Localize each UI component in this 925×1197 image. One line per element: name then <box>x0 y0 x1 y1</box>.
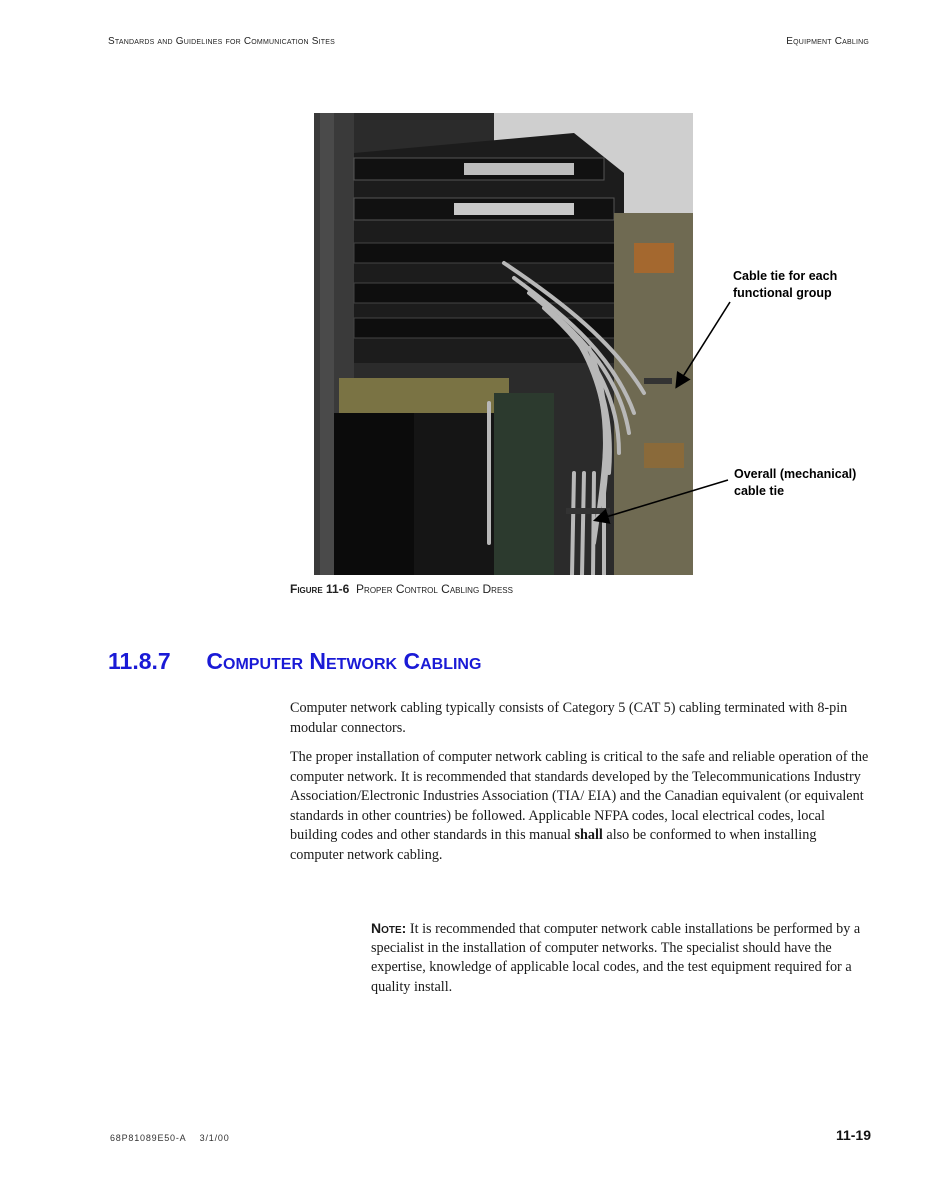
paragraph-2-bold: shall <box>574 827 603 844</box>
header-left <box>108 36 335 47</box>
section-number: 11.8.7 <box>108 648 171 674</box>
footer-doc-info <box>110 1133 230 1143</box>
header-left-text: Standards and Guidelines for Communication Sites <box>108 36 335 47</box>
paragraph-1: Computer network cabling typically consists of Category 5 (CAT 5) cabling terminated with 8-pin modular connectors. <box>290 700 848 736</box>
callout-1-line2: functional group <box>733 286 832 300</box>
figure-caption <box>290 582 513 596</box>
footer-doc-id: 68P81089E50-A <box>110 1133 187 1143</box>
callout-2-line1: Overall (mechanical) <box>734 467 857 481</box>
callout-cable-tie-group <box>733 268 883 302</box>
callout-2-line2: cable tie <box>734 484 785 498</box>
section-heading <box>108 648 481 675</box>
paragraph-2 <box>290 748 870 866</box>
paragraph-2-part-2: also be conformed to when installing computer network cabling. <box>290 827 817 863</box>
header-right-text: Equipment Cabling <box>786 36 869 47</box>
header-right <box>786 36 869 47</box>
section-title-text: Computer Network Cabling <box>206 648 482 674</box>
note-text: It is recommended that computer network cable installations be performed by a specialist in the installation of computer networks. The specialist should have the expertise, knowledge of applicable local codes, and the test equipment required for a quality install. <box>371 921 861 995</box>
note-block <box>371 919 861 997</box>
cabling-photo-illustration <box>314 113 693 575</box>
callout-1-line1: Cable tie for each <box>733 269 838 283</box>
figure-caption-text: Proper Control Cabling Dress <box>356 582 513 596</box>
paragraph-2-part-1: The proper installation of computer network cabling is critical to the safe and reliable operation of the computer network. It is recommended that standards developed by the Telecommunications Industry Association/Electronic Industries Association (TIA/ EIA) and the Canadian equivalent (or equivalent standards in other countries) be followed. Applicable NFPA codes, local electrical codes, local building codes and other standards in this manual <box>290 749 869 844</box>
note-label: Note: <box>371 920 407 936</box>
page-number: 11-19 <box>835 1127 871 1143</box>
figure-caption-label: Figure 11-6 <box>290 582 350 596</box>
figure-photo <box>314 113 693 575</box>
footer-date: 3/1/00 <box>199 1133 230 1143</box>
callout-overall-cable-tie <box>734 466 884 500</box>
